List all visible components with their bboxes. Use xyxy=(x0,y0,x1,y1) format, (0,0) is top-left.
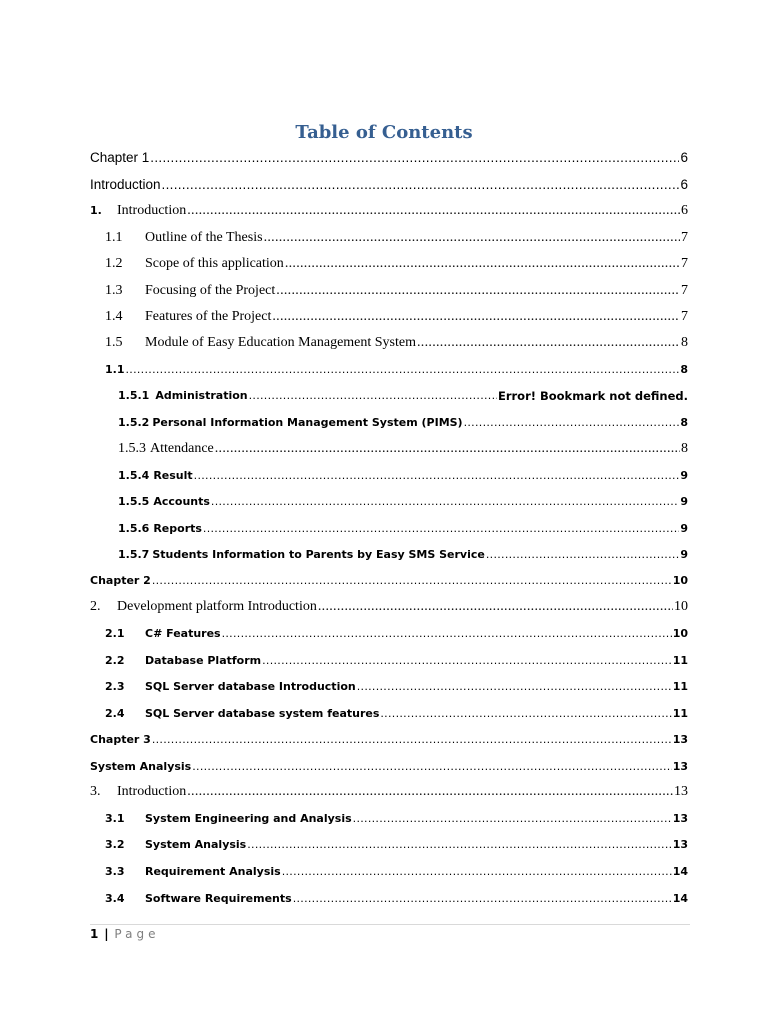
dot-leader xyxy=(318,599,673,615)
toc-entry[interactable] xyxy=(118,464,688,484)
dot-leader xyxy=(417,335,680,351)
dot-leader xyxy=(272,309,680,325)
toc-entry-number: 1.4 xyxy=(105,309,123,324)
toc-entry[interactable] xyxy=(105,279,688,299)
toc-entry-label: SQL Server database system features xyxy=(145,707,380,720)
dot-leader xyxy=(380,706,671,722)
toc-entry-label: Scope of this application xyxy=(145,256,284,271)
footer-separator: | xyxy=(104,927,109,941)
dot-leader xyxy=(282,864,672,880)
toc-entry-label: Features of the Project xyxy=(145,309,272,324)
dot-leader xyxy=(203,521,679,537)
toc-entry-number: 1.5.2 xyxy=(118,416,150,429)
toc-entry-label: Personal Information Management System (PIMS) xyxy=(152,416,463,429)
toc-entry-number: 3.2 xyxy=(105,838,125,851)
toc-entry-number: 2.4 xyxy=(105,707,125,720)
toc-entry-label: Result xyxy=(153,469,193,482)
dot-leader xyxy=(215,441,680,457)
dot-leader xyxy=(262,653,672,669)
toc-entry-number: 3. xyxy=(90,784,101,799)
toc-entry-number: 2. xyxy=(90,599,101,614)
toc-entry-page: 13 xyxy=(672,733,688,746)
toc-entry-page: 9 xyxy=(680,495,688,508)
toc-entry-label: System Analysis xyxy=(90,760,192,773)
toc-entry-label: Reports xyxy=(153,522,202,535)
dot-leader xyxy=(211,494,679,510)
dot-leader xyxy=(150,150,679,166)
toc-entry[interactable] xyxy=(105,807,688,827)
dot-leader xyxy=(264,230,680,246)
toc-entry[interactable] xyxy=(118,490,688,510)
toc-entry-number: 2.1 xyxy=(105,627,125,640)
dot-leader xyxy=(192,759,671,775)
dot-leader xyxy=(486,547,679,563)
toc-entry-page: 11 xyxy=(672,654,688,667)
toc-entry-page: 6 xyxy=(680,177,688,192)
toc-entry[interactable] xyxy=(118,543,688,563)
toc-entry[interactable] xyxy=(90,146,688,166)
toc-entry-page: 7 xyxy=(681,283,688,298)
toc-entry-page: 14 xyxy=(672,892,688,905)
toc-entry[interactable] xyxy=(105,860,688,880)
toc-entry-number: 1. xyxy=(90,204,102,217)
toc-entry-page: 8 xyxy=(680,363,688,376)
toc-entry-label: Focusing of the Project xyxy=(145,283,276,298)
dot-leader xyxy=(464,415,680,431)
toc-title: Table of Contents xyxy=(295,122,473,143)
toc-entry-page: 7 xyxy=(681,256,688,271)
toc-entry-number: 1.3 xyxy=(105,283,123,298)
dot-leader xyxy=(152,732,672,748)
toc-entry-label: Development platform Introduction xyxy=(117,599,317,614)
dot-leader xyxy=(187,203,680,219)
toc-entry-page: 13 xyxy=(674,784,688,799)
toc-entry-page: 8 xyxy=(681,335,688,350)
toc-entry-label: C# Features xyxy=(145,627,221,640)
toc-entry[interactable] xyxy=(105,252,688,272)
toc-entry-number: 3.3 xyxy=(105,865,125,878)
toc-entry-page: 13 xyxy=(672,838,688,851)
toc-entry-number: 1.5.7 xyxy=(118,548,150,561)
toc-entry-number: 1.5.5 xyxy=(118,495,150,508)
toc-entry-page: 11 xyxy=(672,707,688,720)
footer-divider xyxy=(90,924,690,925)
toc-entry[interactable] xyxy=(118,411,688,431)
toc-entry-page: 6 xyxy=(681,203,688,218)
toc-entry[interactable] xyxy=(105,226,688,246)
dot-leader xyxy=(162,177,680,193)
toc-entry[interactable] xyxy=(90,569,688,589)
toc-entry[interactable] xyxy=(90,728,688,748)
toc-entry-page: 10 xyxy=(674,599,688,614)
toc-entry-number: 1.5.6 xyxy=(118,522,150,535)
toc-entry-number: 1.2 xyxy=(105,256,123,271)
toc-entry-page: 10 xyxy=(672,574,688,587)
toc-entry-label: Software Requirements xyxy=(145,892,292,905)
toc-entry[interactable] xyxy=(90,199,688,219)
toc-entry[interactable] xyxy=(118,517,688,537)
toc-entry-label: Chapter 3 xyxy=(90,733,151,746)
dot-leader xyxy=(249,388,497,404)
toc-entry-page: 9 xyxy=(680,548,688,561)
dot-leader xyxy=(126,362,680,378)
toc-entry-label: Administration xyxy=(155,389,248,402)
toc-entry[interactable] xyxy=(105,702,688,722)
toc-entry[interactable] xyxy=(105,331,688,351)
dot-leader xyxy=(353,811,672,827)
toc-entry-number: 1.1 xyxy=(105,230,123,245)
toc-entry-number: 3.1 xyxy=(105,812,125,825)
toc-entry-page: 7 xyxy=(681,309,688,324)
toc-entry-label: Attendance xyxy=(150,441,214,456)
toc-entry[interactable] xyxy=(105,622,688,642)
dot-leader xyxy=(194,468,680,484)
dot-leader xyxy=(276,283,680,299)
toc-entry[interactable] xyxy=(105,833,688,853)
toc-entry-number: 3.4 xyxy=(105,892,125,905)
dot-leader xyxy=(222,626,672,642)
toc-entry-label: Module of Easy Education Management System xyxy=(145,335,416,350)
toc-entry-label: Requirement Analysis xyxy=(145,865,281,878)
toc-entry-label: Introduction xyxy=(117,784,187,799)
dot-leader xyxy=(247,837,671,853)
dot-leader xyxy=(187,784,673,800)
toc-entry-label: System Engineering and Analysis xyxy=(145,812,352,825)
toc-entry-page: 9 xyxy=(680,469,688,482)
dot-leader xyxy=(152,573,672,589)
dot-leader xyxy=(293,891,672,907)
toc-entry-label: Introduction xyxy=(90,177,161,192)
toc-entry[interactable] xyxy=(118,384,688,404)
dot-leader xyxy=(285,256,680,272)
toc-entry-page: 10 xyxy=(672,627,688,640)
toc-entry-label: Chapter 1 xyxy=(90,150,150,165)
toc-entry-page: 13 xyxy=(672,812,688,825)
toc-entry[interactable] xyxy=(105,649,688,669)
toc-entry[interactable] xyxy=(105,675,688,695)
toc-entry-number: 1.5.1 xyxy=(118,389,150,402)
toc-entry-label: Students Information to Parents by Easy SMS Service xyxy=(152,548,485,561)
toc-entry-number: 2.2 xyxy=(105,654,125,667)
toc-entry-label: Database Platform xyxy=(145,654,262,667)
toc-entry-label: SQL Server database Introduction xyxy=(145,680,356,693)
toc-entry[interactable] xyxy=(105,305,688,325)
toc-entry-page: 14 xyxy=(672,865,688,878)
dot-leader xyxy=(357,679,672,695)
toc-entry-label: System Analysis xyxy=(145,838,247,851)
toc-entry-number: 2.3 xyxy=(105,680,125,693)
toc-entry-page: 6 xyxy=(680,150,688,165)
footer-page-word: Page xyxy=(114,927,160,941)
toc-entry[interactable] xyxy=(90,595,688,615)
toc-entry[interactable] xyxy=(90,755,688,775)
toc-entry-number: 1.5.3 xyxy=(118,441,146,456)
toc-entry[interactable] xyxy=(105,358,688,378)
toc-entry-number: 1.5 xyxy=(105,335,123,350)
toc-entry-page: 9 xyxy=(680,522,688,535)
toc-entry-number: 1.5.4 xyxy=(118,469,150,482)
toc-entry-page: 11 xyxy=(672,680,688,693)
toc-entry-label: Chapter 2 xyxy=(90,574,151,587)
footer-page-number: 1 xyxy=(90,927,99,941)
toc-entry-page: 7 xyxy=(681,230,688,245)
toc-entry-label: Introduction xyxy=(117,203,187,218)
toc-entry-page: 8 xyxy=(681,441,688,456)
toc-entry[interactable] xyxy=(90,173,688,193)
toc-entry-label: Outline of the Thesis xyxy=(145,230,263,245)
toc-entry-page: 8 xyxy=(680,416,688,429)
toc-entry-label: Accounts xyxy=(153,495,210,508)
page-footer xyxy=(90,927,159,941)
toc-entry[interactable] xyxy=(118,437,688,457)
toc-entry-page: 13 xyxy=(672,760,688,773)
toc-entry-number: 1.1 xyxy=(105,363,125,376)
toc-entry-page-error: Error! Bookmark not defined. xyxy=(497,389,688,403)
toc-entry[interactable] xyxy=(105,887,688,907)
toc-entry[interactable] xyxy=(90,780,688,800)
